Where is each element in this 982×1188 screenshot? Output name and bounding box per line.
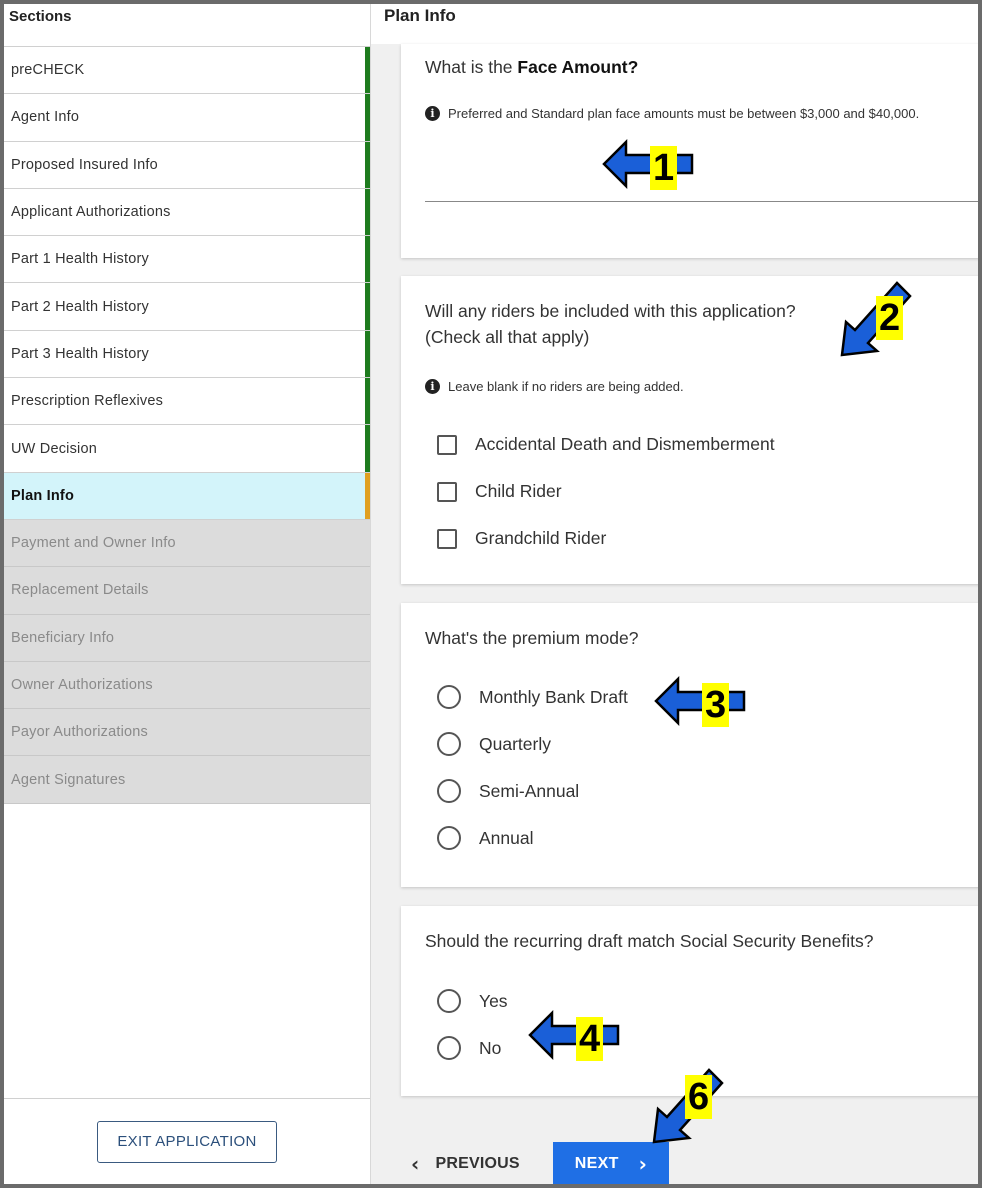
face-amount-info-text: Preferred and Standard plan face amounts must be between $3,000 and $40,000. xyxy=(448,106,920,121)
sidebar-item-replacement-details: Replacement Details xyxy=(4,567,370,614)
rider-option-label: Child Rider xyxy=(475,481,562,501)
premium-mode-question: What's the premium mode? xyxy=(425,628,639,648)
premium-option-label: Monthly Bank Draft xyxy=(479,686,628,707)
chevron-right-icon: › xyxy=(638,1152,648,1176)
riders-question-line1: Will any riders be included with this application? xyxy=(425,301,796,321)
premium-option-label: Quarterly xyxy=(479,733,551,754)
sidebar-item-applicant-authorizations[interactable]: Applicant Authorizations xyxy=(4,189,370,236)
annotation-label-1: 1 xyxy=(650,146,677,190)
sidebar-item-owner-authorizations: Owner Authorizations xyxy=(4,662,370,709)
face-amount-question-bold: Face Amount? xyxy=(517,57,639,77)
arrow-4 xyxy=(530,1013,618,1057)
annotation-label-6: 6 xyxy=(685,1075,712,1119)
chevron-left-icon: ‹ xyxy=(411,1152,420,1176)
previous-label: PREVIOUS xyxy=(435,1155,520,1172)
face-amount-question-prefix: What is the xyxy=(425,57,518,77)
sidebar-item-proposed-insured-info[interactable]: Proposed Insured Info xyxy=(4,142,370,189)
rider-option-label: Accidental Death and Dismemberment xyxy=(475,434,775,454)
premium-option-label: Semi-Annual xyxy=(479,780,580,801)
sidebar-item-beneficiary-info: Beneficiary Info xyxy=(4,615,370,662)
info-icon: i xyxy=(425,106,440,121)
next-label: NEXT xyxy=(574,1155,619,1172)
sidebar-item-prescription-reflexives[interactable]: Prescription Reflexives xyxy=(4,378,370,425)
sidebar-item-payment-owner-info: Payment and Owner Info xyxy=(4,520,370,567)
riders-info-text: Leave blank if no riders are being added. xyxy=(448,379,684,394)
ssb-option-label: No xyxy=(479,1037,502,1058)
premium-option-label: Annual xyxy=(479,827,534,848)
arrow-1 xyxy=(604,142,692,186)
ssb-question: Should the recurring draft match Social Security Benefits? xyxy=(425,931,874,951)
info-icon: i xyxy=(425,379,440,394)
riders-question-line2: (Check all that apply) xyxy=(425,327,590,347)
annotation-label-4: 4 xyxy=(576,1017,603,1061)
arrow-3 xyxy=(656,679,744,723)
sidebar-item-part3-health-history[interactable]: Part 3 Health History xyxy=(4,331,370,378)
annotation-label-3: 3 xyxy=(702,683,729,727)
sidebar-item-precheck[interactable]: preCHECK xyxy=(4,47,370,94)
sidebar-item-part2-health-history[interactable]: Part 2 Health History xyxy=(4,283,370,330)
sidebar-item-payor-authorizations: Payor Authorizations xyxy=(4,709,370,756)
sidebar-item-agent-signatures: Agent Signatures xyxy=(4,756,370,803)
sidebar-item-agent-info[interactable]: Agent Info xyxy=(4,94,370,141)
sidebar-title: Sections xyxy=(4,4,370,47)
rider-option-label: Grandchild Rider xyxy=(475,528,607,548)
ssb-option-label: Yes xyxy=(479,990,508,1011)
sidebar-item-uw-decision[interactable]: UW Decision xyxy=(4,425,370,472)
annotation-label-2: 2 xyxy=(876,296,903,340)
page-title: Plan Info xyxy=(371,4,978,44)
sidebar-item-plan-info[interactable]: Plan Info xyxy=(4,473,370,520)
sidebar-item-part1-health-history[interactable]: Part 1 Health History xyxy=(4,236,370,283)
exit-application-button[interactable]: EXIT APPLICATION xyxy=(97,1121,277,1163)
